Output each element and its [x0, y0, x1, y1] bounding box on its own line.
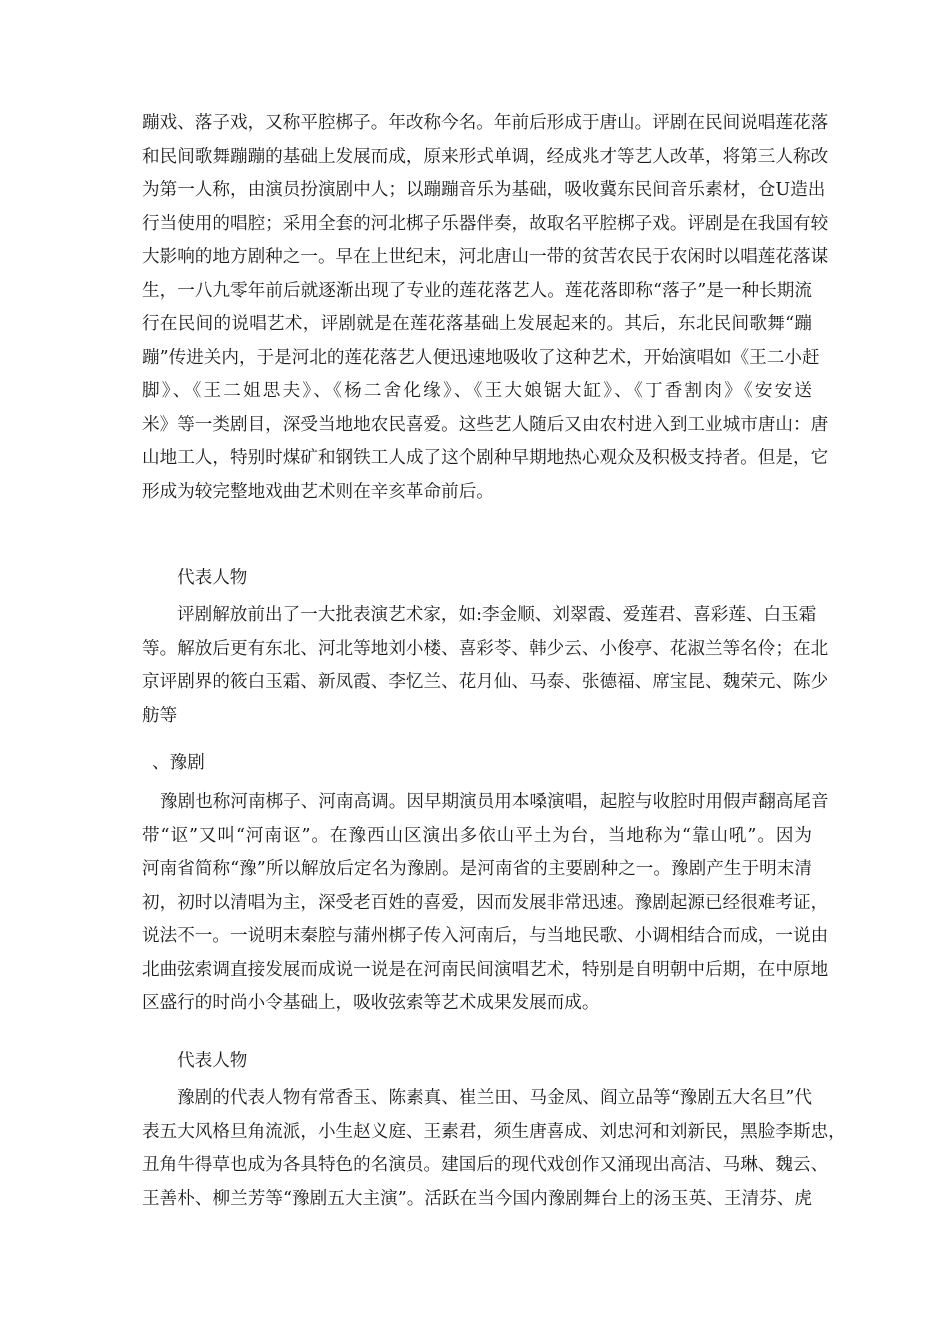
paragraph-line: 评剧解放前出了一大批表演艺术家，如:李金顺、刘翠霞、爱莲君、喜彩莲、白玉霜 [177, 605, 817, 625]
paragraph-line: 山地工人，特别时煤矿和钢铁工人成了这个剧种早期地热心观众及积极支持者。但是，它 [142, 448, 829, 468]
paragraph-line: 京评剧界的筱白玉霜、新凤霞、李忆兰、花月仙、马泰、张德福、席宝昆、魏荣元、陈少 [142, 672, 829, 692]
paragraph-line: 豫剧的代表人物有常香玉、陈素真、崔兰田、马金凤、阎立品等“豫剧五大名旦”代 [177, 1088, 812, 1108]
paragraph-line: 脚》、《王二姐思夫》、《杨二舍化缘》、《王大娘锯大缸》、《丁香割肉》《安安送 [142, 381, 812, 401]
paragraph-line: 豫剧也称河南梆子、河南高调。因早期演员用本嗓演唱，起腔与收腔时用假声翻高尾音 [160, 792, 829, 812]
yuju-rep-heading: 代表人物 [177, 1051, 248, 1071]
paragraph-line: 王善朴、柳兰芳等“豫剧五大主演”。活跃在当今国内豫剧舞台上的汤玉英、王清芬、虎 [142, 1188, 812, 1209]
paragraph-line: 蹦戏、落子戏，又称平腔梆子。年改称今名。年前后形成于唐山。评剧在民间说唱莲花落 [142, 113, 829, 133]
paragraph-line: 带“讴”又叫“河南讴”。在豫西山区演出多依山平土为台，当地称为“靠山吼”。因为 [142, 825, 812, 846]
pingju-paragraph [142, 107, 829, 509]
paragraph-line: 河南省简称“豫”所以解放后定名为豫剧。是河南省的主要剧种之一。豫剧产生于明末清 [142, 859, 812, 879]
paragraph-line: 生，一八九零年前后就逐渐出现了专业的莲花落艺人。莲花落即称“落子”是一种长期流 [142, 280, 812, 301]
paragraph-line: 丑角牛得草也成为各具特色的名演员。建国后的现代戏创作又涌现出高洁、马琳、魏云、 [142, 1155, 829, 1175]
paragraph-line: 等。解放后更有东北、河北等地刘小楼、喜彩苓、韩少云、小俊亭、花淑兰等名伶；在北 [142, 638, 829, 659]
paragraph-line: 初，初时以清唱为主，深受老百姓的喜爱，因而发展非常迅速。豫剧起源已经很难考证， [142, 892, 829, 913]
paragraph-line: 区盛行的时尚小令基础上，吸收弦索等艺术成果发展而成。 [142, 993, 600, 1013]
yuju-section-title: 、豫剧 [152, 753, 205, 773]
paragraph-line: 形成为较完整地戏曲艺术则在辛亥革命前后。 [142, 481, 494, 502]
paragraph-line: 和民间歌舞蹦蹦的基础上发展而成，原来形式单调，经成兆才等艺人改革，将第三人称改 [142, 146, 829, 167]
paragraph-line: 为第一人称，由演员扮演剧中人；以蹦蹦音乐为基础，吸收冀东民间音乐素材，仓U造出 [142, 180, 826, 200]
paragraph-line: 大影响的地方剧种之一。早在上世纪末，河北唐山一带的贫苦农民于农闲时以唱莲花落谋 [142, 247, 829, 267]
paragraph-line: 行当使用的唱腔；采用全套的河北梆子乐器伴奏，故取名平腔梆子戏。评剧是在我国有较 [142, 213, 829, 234]
yuju-paragraph [142, 786, 829, 1021]
pingju-rep-paragraph [142, 599, 829, 733]
yuju-rep-paragraph [142, 1082, 846, 1216]
paragraph-line: 说法不一。一说明末秦腔与蒲州梆子传入河南后，与当地民歌、小调相结合而成，一说由 [142, 926, 829, 946]
paragraph-line: 北曲弦索调直接发展而成说一说是在河南民间演唱艺术，特别是自明朝中后期，在中原地 [142, 959, 829, 980]
paragraph-line: 行在民间的说唱艺术，评剧就是在莲花落基础上发展起来的。其后，东北民间歌舞“蹦 [142, 314, 812, 334]
paragraph-line: 舫等 [142, 705, 178, 726]
paragraph-line: 表五大风格旦角流派，小生赵义庭、王素君，须生唐喜成、刘忠河和刘新民，黑脸李斯忠， [142, 1121, 846, 1142]
pingju-rep-heading: 代表人物 [177, 568, 248, 588]
paragraph-line: 蹦”传进关内，于是河北的莲花落艺人便迅速地吸收了这种艺术，开始演唱如《王二小赶 [142, 347, 820, 368]
paragraph-line: 米》等一类剧目，深受当地地农民喜爱。这些艺人随后又由农村进入到工业城市唐山：唐 [142, 414, 829, 435]
